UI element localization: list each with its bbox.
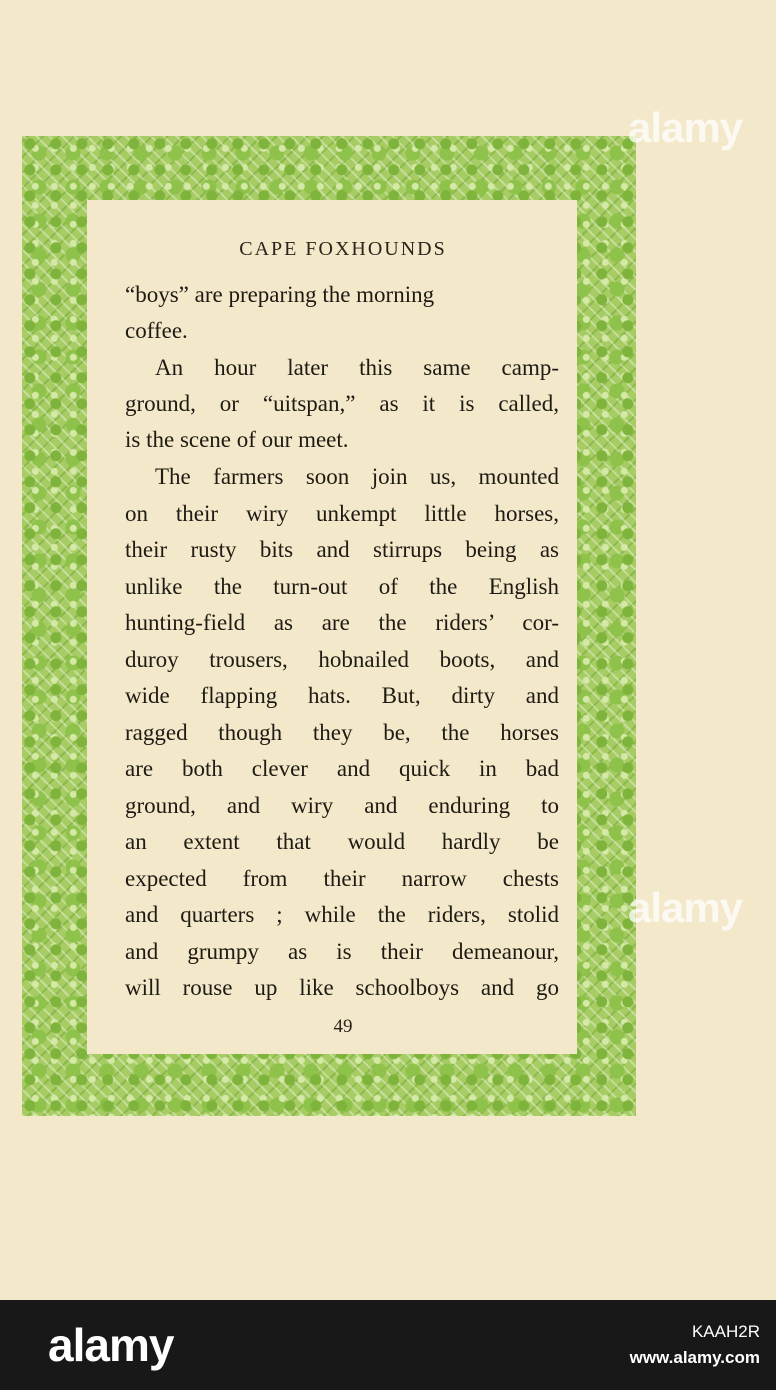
text-line: The farmers soon join us, mounted bbox=[155, 464, 559, 489]
page-number: 49 bbox=[333, 1016, 353, 1037]
site-url: www.alamy.com bbox=[629, 1348, 760, 1367]
text-line: their rusty bits and stirrups being as bbox=[125, 537, 559, 562]
text-line: An hour later this same camp- bbox=[155, 355, 559, 380]
image-id: KAAH2R bbox=[691, 1322, 760, 1341]
text-line: will rouse up like schoolboys and go bbox=[125, 975, 559, 1000]
text-line: “boys” are preparing the morning bbox=[125, 282, 435, 307]
text-line: ragged though they be, the horses bbox=[125, 720, 559, 745]
text-line: wide flapping hats. But, dirty and bbox=[125, 683, 559, 708]
text-line: hunting-field as are the riders’ cor- bbox=[125, 610, 559, 635]
watermark: alamy bbox=[628, 884, 743, 931]
text-line: duroy trousers, hobnailed boots, and bbox=[125, 647, 559, 672]
alamy-logo: alamy bbox=[48, 1319, 174, 1371]
text-line: are both clever and quick in bad bbox=[125, 756, 559, 781]
text-line: expected from their narrow chests bbox=[125, 866, 559, 891]
text-line: and quarters ; while the riders, stolid bbox=[125, 902, 559, 927]
text-line: and grumpy as is their demeanour, bbox=[125, 939, 559, 964]
text-line: is the scene of our meet. bbox=[125, 427, 349, 452]
watermark: alamy bbox=[628, 104, 743, 151]
text-line: ground, and wiry and enduring to bbox=[125, 793, 559, 818]
text-line: unlike the turn-out of the English bbox=[125, 574, 559, 599]
text-line: coffee. bbox=[125, 318, 188, 343]
running-head: CAPE FOXHOUNDS bbox=[239, 238, 447, 260]
text-line: ground, or “uitspan,” as it is called, bbox=[125, 391, 559, 416]
text-line: on their wiry unkempt little horses, bbox=[125, 501, 559, 526]
text-line: an extent that would hardly be bbox=[125, 829, 559, 854]
